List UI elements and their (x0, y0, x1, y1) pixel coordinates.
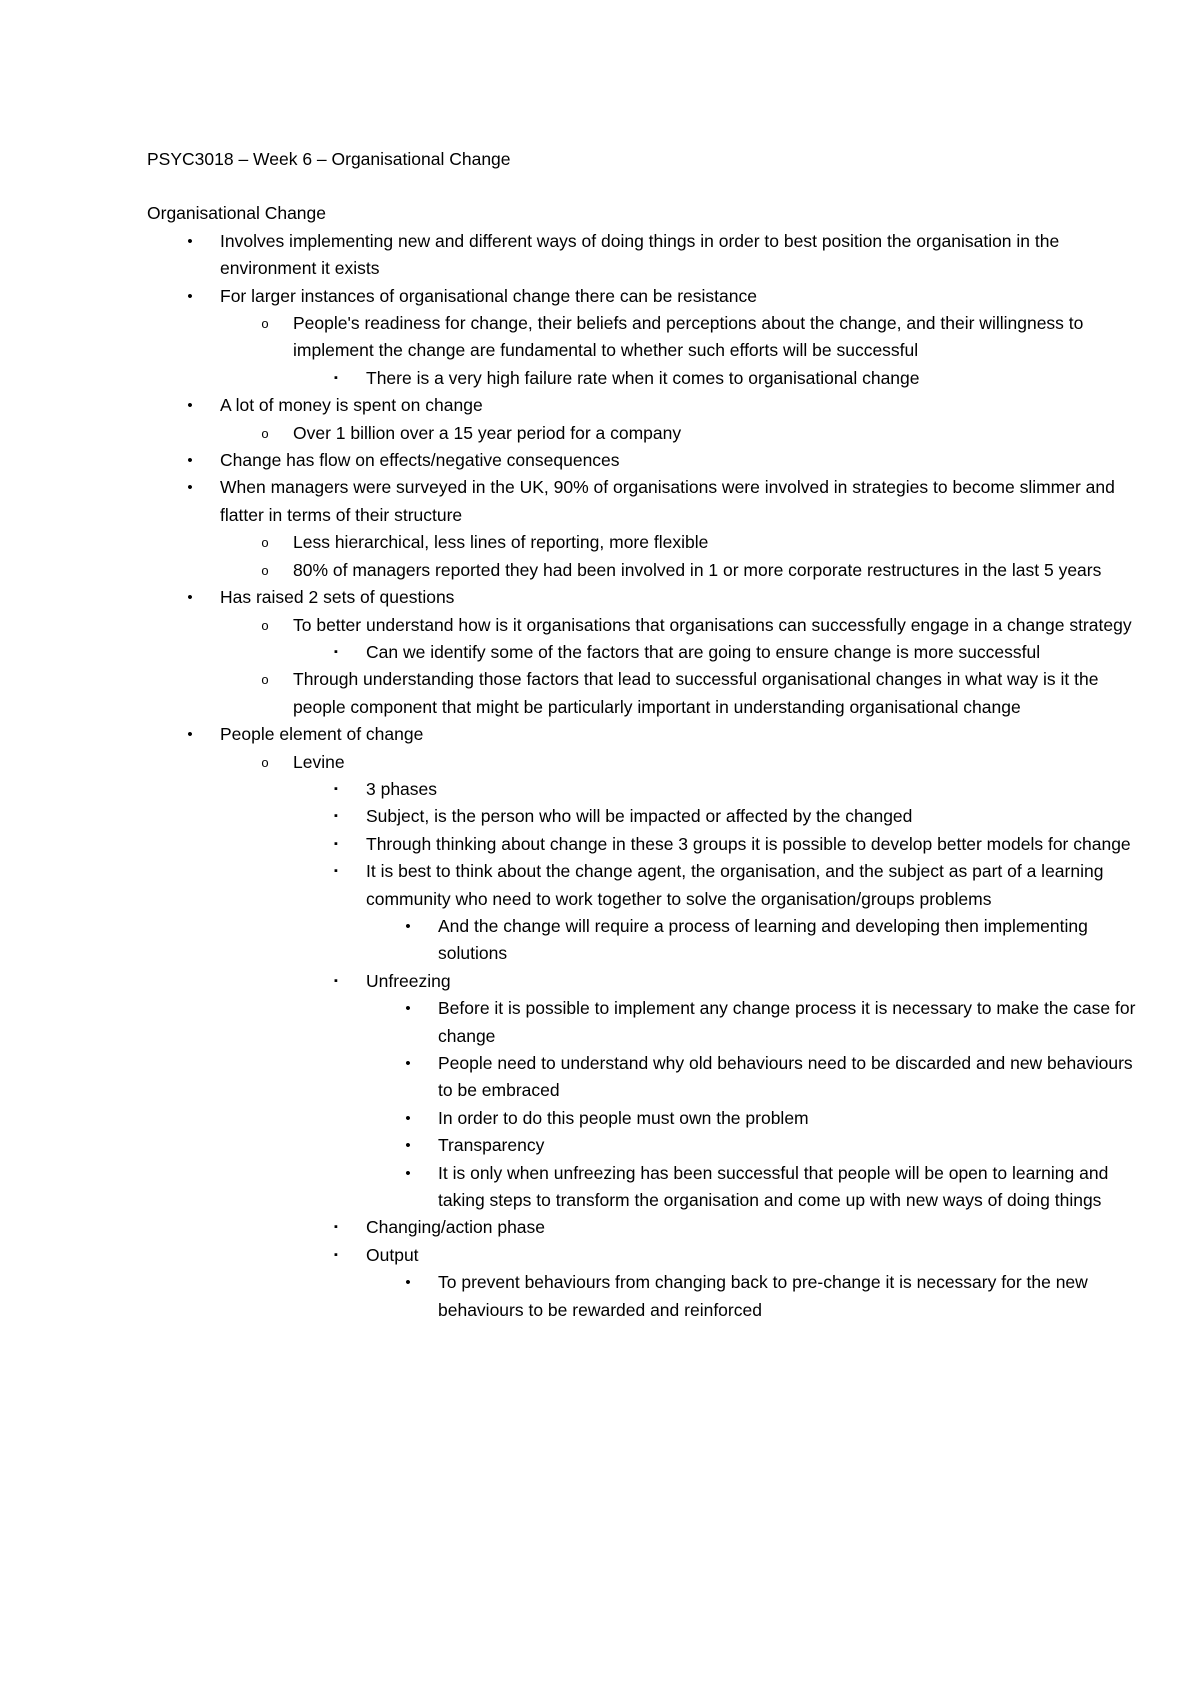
bullet-icon: o (261, 617, 269, 633)
list-item (405, 995, 1140, 1050)
list-item-text: When managers were surveyed in the UK, 90% of organisations were involved in strategies to become slimmer and flatter in terms of their structure (220, 477, 1115, 525)
nested-list (366, 1269, 1140, 1324)
list-item (187, 474, 1140, 584)
bullet-icon: • (187, 287, 193, 305)
bullet-icon: ▪ (334, 782, 338, 795)
list-item-text: Involves implementing new and different ways of doing things in order to best position the organisation in the environment it exists (220, 230, 1060, 279)
list-item (405, 1160, 1140, 1215)
bullet-icon: ▪ (334, 974, 338, 987)
list-item-text: 3 phases (366, 778, 438, 799)
bullet-icon: • (405, 1055, 411, 1072)
list-item (405, 913, 1140, 968)
bullet-icon: • (405, 1000, 411, 1018)
bullet-icon: o (261, 316, 269, 332)
list-item-text: A lot of money is spent on change (220, 395, 483, 416)
list-item (261, 749, 1140, 1325)
list-item-text: Levine (293, 751, 345, 772)
nested-list (220, 612, 1140, 722)
list-item (187, 283, 1140, 393)
bullet-icon: • (187, 479, 193, 497)
list-item (405, 1269, 1140, 1324)
bullet-icon: ▪ (334, 837, 338, 850)
list-item (187, 584, 1140, 721)
list-item (405, 1132, 1140, 1159)
list-item-text: To prevent behaviours from changing back to pre-change it is necessary for the new behaviours to be rewarded and reinforced (438, 1272, 1088, 1320)
bullet-icon: ▪ (334, 810, 338, 823)
list-item (334, 803, 1140, 830)
list-item (405, 1050, 1140, 1105)
list-item-text: Unfreezing (366, 970, 451, 991)
bullet-icon: ▪ (334, 1221, 338, 1234)
nested-list (293, 365, 1140, 392)
list-item (334, 1242, 1140, 1324)
list-item (334, 858, 1140, 968)
bullet-icon: o (261, 535, 269, 551)
bullet-icon: • (405, 1274, 411, 1292)
list-item-text: To better understand how is it organisations that organisations can successfully engage in a change strategy (293, 614, 1132, 635)
list-item-text: Has raised 2 sets of questions (220, 587, 455, 608)
list-item-text: Less hierarchical, less lines of reporting, more flexible (293, 532, 709, 553)
list-item-text: Subject, is the person who will be impacted or affected by the changed (366, 806, 913, 827)
nested-list (293, 776, 1140, 1324)
list-item (334, 1214, 1140, 1241)
section-heading: Organisational Change (147, 203, 327, 224)
document-title: PSYC3018 – Week 6 – Organisational Change (147, 149, 511, 169)
list-item (187, 447, 1140, 474)
list-item (261, 612, 1140, 667)
bullet-icon: • (187, 589, 193, 607)
list-item (261, 666, 1140, 721)
bullet-icon: • (187, 397, 193, 415)
list-item-text: It is best to think about the change agent, the organisation, and the subject as part of a learning community who need to work together to solve the organisation/groups problems (366, 861, 1104, 909)
bullet-icon: • (187, 452, 193, 470)
list-item-text: People element of change (220, 724, 424, 745)
list-item-text: Through understanding those factors that lead to successful organisational changes in what way is it the people component that might be particularly important in understanding organisational change (293, 669, 1099, 717)
bullet-icon: ▪ (334, 865, 338, 878)
list-item-text: Over 1 billion over a 15 year period for a company (293, 422, 682, 443)
nested-list (220, 310, 1140, 392)
list-item-text: 80% of managers reported they had been involved in 1 or more corporate restructures in the last 5 years (293, 559, 1102, 580)
list-item-text: Through thinking about change in these 3 groups it is possible to develop better models for change (366, 833, 1131, 854)
nested-list (220, 420, 1140, 447)
list-item (334, 365, 1140, 392)
bullet-icon: ▪ (334, 371, 338, 384)
list-item-text: People's readiness for change, their beliefs and perceptions about the change, and their willingness to implement the change are fundamental to whether such efforts will be successful (293, 313, 1084, 361)
bullet-icon: ▪ (334, 645, 338, 658)
list-item (334, 639, 1140, 666)
nested-list (293, 639, 1140, 666)
list-item (261, 529, 1140, 556)
bullet-icon: • (187, 726, 193, 744)
bullet-icon: o (261, 425, 269, 441)
nested-list (366, 995, 1140, 1214)
list-item-text: Before it is possible to implement any change process it is necessary to make the case for change (438, 998, 1136, 1046)
list-item-text: For larger instances of organisational change there can be resistance (220, 285, 757, 306)
list-item-text: And the change will require a process of learning and developing then implementing solutions (438, 915, 1088, 964)
bullet-icon: • (405, 1164, 411, 1182)
list-item (261, 420, 1140, 447)
list-item (261, 557, 1140, 584)
bullet-icon: • (405, 1109, 411, 1127)
list-item-text: In order to do this people must own the problem (438, 1107, 809, 1128)
nested-list (220, 749, 1140, 1325)
bullet-icon: • (187, 232, 193, 250)
list-item (334, 831, 1140, 858)
list-item-text: It is only when unfreezing has been successful that people will be open to learning and taking steps to transform the organisation and come up with new ways of doing things (438, 1162, 1109, 1211)
list-item-text: People need to understand why old behaviours need to be discarded and new behaviours to be embraced (438, 1053, 1133, 1101)
bullet-icon: o (261, 672, 269, 688)
bullet-outline (147, 228, 1140, 1324)
list-item (405, 1105, 1140, 1132)
list-item (334, 776, 1140, 803)
list-item-text: Changing/action phase (366, 1217, 546, 1238)
bullet-icon: • (405, 917, 411, 935)
list-item (187, 392, 1140, 447)
list-item (187, 228, 1140, 283)
bullet-icon: ▪ (334, 1248, 338, 1261)
list-item (261, 310, 1140, 392)
list-item-text: Change has flow on effects/negative consequences (220, 450, 620, 471)
bullet-icon: o (261, 754, 269, 770)
list-item-text: Output (366, 1244, 419, 1265)
list-item-text: Transparency (438, 1135, 545, 1156)
list-item-text: There is a very high failure rate when it comes to organisational change (366, 367, 920, 388)
list-item-text: Can we identify some of the factors that are going to ensure change is more successful (366, 641, 1041, 662)
bullet-icon: • (405, 1137, 411, 1155)
list-item (187, 721, 1140, 1324)
list-item (334, 968, 1140, 1215)
bullet-icon: o (261, 562, 269, 578)
nested-list (366, 913, 1140, 968)
nested-list (220, 529, 1140, 584)
